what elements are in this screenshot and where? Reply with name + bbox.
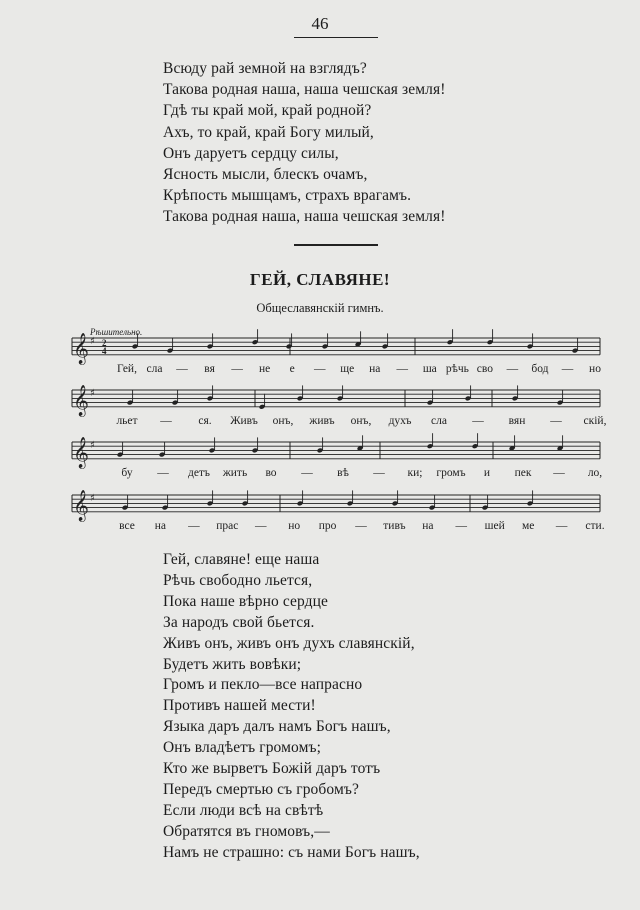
lyric-syllable: живъ bbox=[309, 414, 335, 427]
treble-clef-icon: 𝄞 bbox=[73, 436, 89, 468]
lyric-syllable: пек bbox=[514, 466, 532, 479]
lyric-syllable: — bbox=[160, 414, 172, 427]
lyric-syllable: шей bbox=[484, 519, 505, 532]
lyric-syllable: — bbox=[254, 519, 267, 532]
verse-line: Передъ смертью съ гробомъ? bbox=[163, 780, 359, 798]
song-subtitle: Общеславянскій гимнъ. bbox=[256, 301, 384, 315]
verse-line: Онъ даруетъ сердцу силы, bbox=[163, 144, 339, 162]
verse-line: Гдѣ ты край мой, край родной? bbox=[163, 102, 372, 120]
lyric-syllable: и bbox=[483, 466, 491, 479]
lyric-syllable: на bbox=[369, 362, 381, 375]
lyric-syllable: — bbox=[555, 519, 568, 532]
verse-line: Онъ владѣетъ громомъ; bbox=[163, 739, 322, 757]
music-staff bbox=[72, 329, 601, 375]
sharp-icon: ♯ bbox=[90, 388, 95, 399]
lyric-syllable: скій, bbox=[583, 414, 607, 427]
lyric-syllable: жить bbox=[222, 466, 248, 479]
verse-line: Ясность мысли, блескъ очамъ, bbox=[163, 166, 368, 184]
time-signature-bottom: 4 bbox=[102, 346, 107, 356]
lyric-syllable: ще bbox=[340, 362, 355, 375]
treble-clef-icon: 𝄞 bbox=[73, 384, 89, 416]
lyric-syllable: — bbox=[231, 362, 243, 375]
lyric-syllable: детъ bbox=[188, 466, 210, 479]
lyric-syllable: прас bbox=[216, 519, 239, 532]
sheet-music bbox=[0, 325, 640, 550]
lyric-syllable: тивъ bbox=[383, 519, 406, 532]
treble-clef-icon: 𝄞 bbox=[73, 489, 89, 521]
verse-line: Гей, славяне! еще наша bbox=[163, 551, 320, 568]
tempo-marking: Рѣшительно. bbox=[90, 327, 143, 337]
lyric-syllable: — bbox=[472, 414, 484, 427]
verse-line: Будетъ жить вовѣки; bbox=[163, 655, 302, 673]
header-rule bbox=[294, 37, 378, 38]
lyric-syllable: на bbox=[154, 519, 167, 532]
lyric-syllable: Живъ bbox=[230, 414, 258, 427]
lyric-syllable: — bbox=[188, 519, 200, 532]
music-staff bbox=[72, 384, 607, 427]
lyric-syllable: — bbox=[355, 519, 367, 532]
lyric-syllable: но bbox=[288, 519, 301, 532]
verse-line: Живъ онъ, живъ онъ духъ славянскій, bbox=[163, 634, 415, 652]
lyric-syllable: — bbox=[373, 466, 385, 479]
treble-clef-icon: 𝄞 bbox=[73, 332, 89, 364]
lyric-syllable: но bbox=[589, 362, 601, 375]
lyric-syllable: во bbox=[265, 466, 277, 479]
lyric-syllable: ша bbox=[422, 362, 437, 375]
lyric-syllable: ки; bbox=[407, 466, 423, 479]
lyric-syllable: сво bbox=[476, 362, 493, 375]
lyric-syllable: — bbox=[313, 362, 326, 375]
verse-line: Ахъ, то край, край Богу милый, bbox=[163, 123, 374, 141]
verse-line: Обратятся въ гномовъ,— bbox=[163, 822, 330, 840]
lyric-syllable: вян bbox=[508, 414, 526, 427]
lyric-syllable: — bbox=[553, 466, 565, 479]
lyric-syllable: рѣчь bbox=[445, 362, 469, 375]
lyric-syllable: — bbox=[301, 466, 313, 479]
verse-line: За народъ свой бьется. bbox=[163, 613, 315, 631]
verse-line: Пока наше вѣрно сердце bbox=[163, 592, 329, 610]
verse-line: Громъ и пекло—все напрасно bbox=[163, 676, 363, 694]
lyric-syllable: е bbox=[289, 362, 295, 375]
lyric-syllable: вя bbox=[204, 362, 215, 375]
lyric-syllable: — bbox=[396, 362, 409, 375]
lyric-syllable: Гей, bbox=[117, 362, 137, 375]
music-staff bbox=[72, 433, 602, 479]
verse-line: Если люди всѣ на свѣтѣ bbox=[163, 801, 324, 819]
lyric-syllable: духъ bbox=[388, 414, 412, 427]
verse-line: Всюду рай земной на взглядъ? bbox=[163, 60, 367, 77]
time-signature-top: 2 bbox=[102, 338, 107, 348]
sharp-icon: ♯ bbox=[90, 336, 95, 347]
lyric-syllable: ме bbox=[521, 519, 535, 532]
lyric-syllable: вѣ bbox=[337, 466, 349, 479]
verse-line: Крѣпость мышцамъ, страхъ врагамъ. bbox=[163, 187, 412, 205]
lyric-syllable: бу bbox=[121, 466, 133, 479]
song-title: ГЕЙ, СЛАВЯНЕ! bbox=[249, 270, 391, 289]
lyric-syllable: ло, bbox=[587, 466, 603, 479]
lyric-syllable: сти. bbox=[585, 519, 605, 532]
lyric-syllable: не bbox=[259, 362, 271, 375]
verse-line: Языка даръ далъ намъ Богъ нашъ, bbox=[163, 718, 391, 736]
lyric-syllable: — bbox=[561, 362, 574, 375]
sharp-icon: ♯ bbox=[90, 493, 95, 504]
verse-bottom bbox=[163, 550, 420, 864]
music-staff bbox=[72, 489, 605, 532]
lyric-syllable: громъ bbox=[436, 466, 466, 479]
lyric-syllable: — bbox=[455, 519, 468, 532]
lyric-syllable: ся. bbox=[198, 414, 212, 427]
section-divider bbox=[294, 244, 378, 246]
lyric-syllable: — bbox=[157, 466, 169, 479]
lyric-syllable: про bbox=[318, 519, 337, 532]
lyric-syllable: льет bbox=[116, 414, 138, 427]
lyric-syllable: сла bbox=[431, 414, 447, 427]
sharp-icon: ♯ bbox=[90, 440, 95, 451]
lyric-syllable: на bbox=[422, 519, 434, 532]
lyric-syllable: — bbox=[550, 414, 562, 427]
lyric-syllable: — bbox=[506, 362, 519, 375]
lyric-syllable: онъ, bbox=[350, 414, 372, 427]
verse-line: Кто же вырветъ Божій даръ тотъ bbox=[163, 760, 381, 778]
verse-top bbox=[163, 58, 445, 228]
verse-line: Такова родная наша, наша чешская земля! bbox=[163, 81, 446, 99]
verse-line: Противъ нашей мести! bbox=[163, 697, 316, 715]
lyric-syllable: онъ, bbox=[272, 414, 294, 427]
lyric-syllable: — bbox=[176, 362, 188, 375]
lyric-syllable: сла bbox=[146, 362, 163, 375]
verse-line: Намъ не страшно: съ нами Богъ нашъ, bbox=[163, 843, 420, 861]
verse-line: Такова родная наша, наша чешская земля! bbox=[163, 208, 446, 226]
lyric-syllable: все bbox=[119, 519, 135, 532]
verse-line: Рѣчь свободно льется, bbox=[163, 571, 313, 589]
page-number: 46 bbox=[311, 14, 329, 33]
lyric-syllable: бод bbox=[531, 362, 549, 375]
